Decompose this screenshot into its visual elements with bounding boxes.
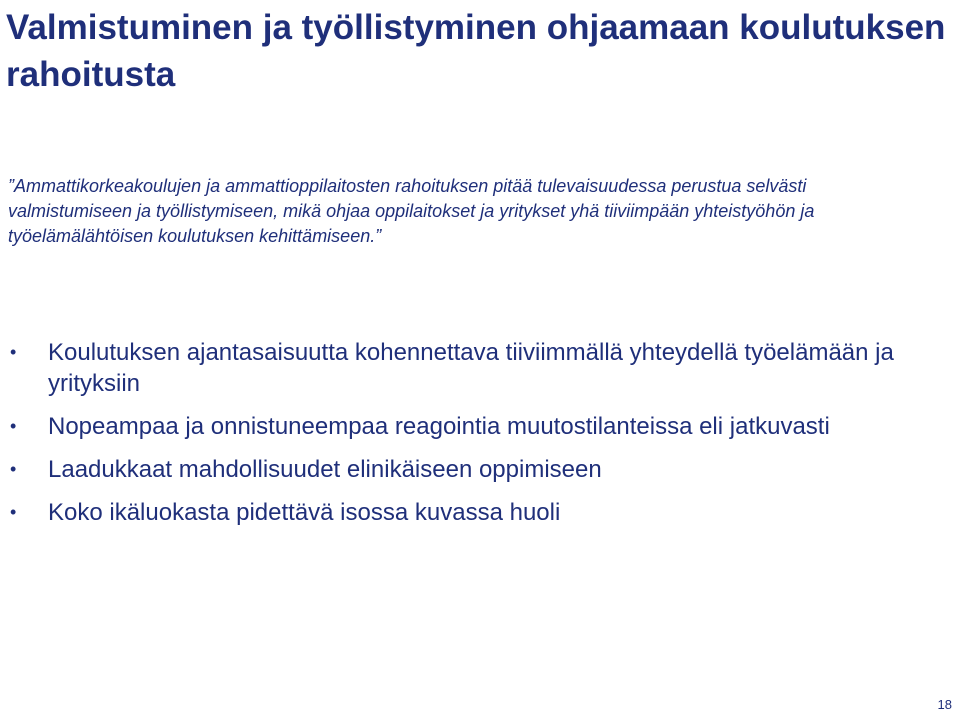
bullet-text: Koko ikäluokasta pidettävä isossa kuvassa huoli [48, 499, 561, 526]
bullet-text: Nopeampaa ja onnistuneempaa reagointia muutostilanteissa eli jatkuvasti [48, 413, 830, 440]
bullet-item [10, 497, 950, 528]
bullet-icon: • [10, 502, 17, 522]
slide-title: Valmistuminen ja työllistyminen ohjaamaan koulutuksen rahoitusta [6, 8, 946, 94]
bullet-item [10, 454, 950, 485]
bullet-item [10, 337, 950, 399]
quote-text: ”Ammattikorkeakoulujen ja ammattioppilaitosten rahoituksen pitää tulevaisuudessa perustua selvästi valmistumiseen ja työllistymiseen, mikä ohjaa oppilaitokset ja yritykset yhä tiiviimpään yhteistyöhön ja työelämälähtöisen koulutuksen kehittämiseen.” [8, 176, 815, 246]
bullet-icon: • [10, 416, 17, 436]
bullet-text: Koulutuksen ajantasaisuutta kohennettava tiiviimmällä yhteydellä työelämään ja yrityksiin [48, 339, 894, 397]
bullet-icon: • [10, 459, 17, 479]
bullet-list [10, 337, 950, 540]
bullet-text: Laadukkaat mahdollisuudet elinikäiseen oppimiseen [48, 456, 602, 483]
bullet-item [10, 411, 950, 442]
bullet-icon: • [10, 342, 17, 362]
page-number: 18 [937, 697, 952, 712]
